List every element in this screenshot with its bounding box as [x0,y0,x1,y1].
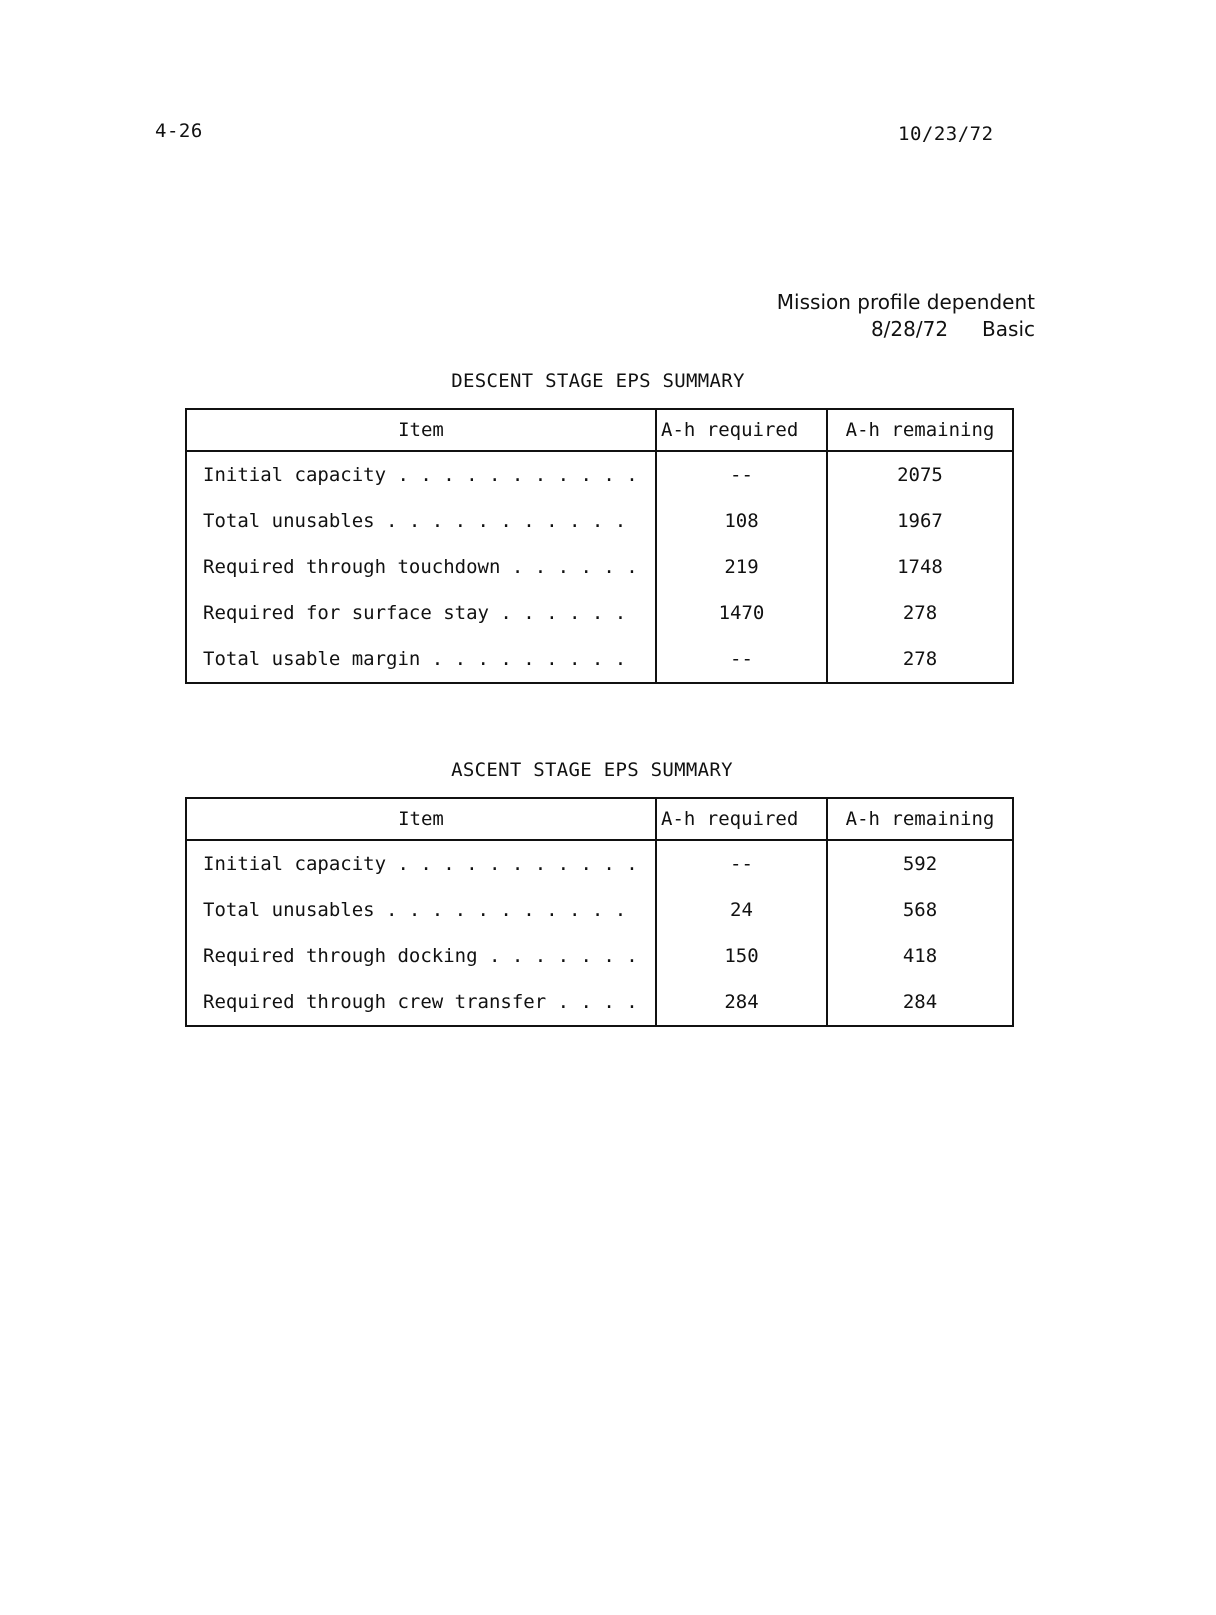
table-row [186,636,1013,683]
descent-eps-table [185,408,1014,684]
row-item: Total unusables . . . . . . . . . . . [186,498,656,544]
row-item: Required through crew transfer . . . . [186,979,656,1026]
row-required: -- [656,451,827,498]
revision-note-line1: Mission profile dependent [776,290,1035,314]
document-date: 10/23/72 [898,123,994,145]
row-remaining: 568 [827,887,1013,933]
column-header-required: A-h required [656,409,827,451]
column-header-item: Item [186,798,656,840]
row-item: Required for surface stay . . . . . . [186,590,656,636]
revision-date: 8/28/72 [870,317,949,341]
revision-label: Basic [982,317,1035,341]
descent-header-row [186,409,1013,451]
column-header-required: A-h required [656,798,827,840]
table-row [186,590,1013,636]
ascent-table-title: ASCENT STAGE EPS SUMMARY [451,759,733,781]
ascent-header-row [186,798,1013,840]
row-remaining: 284 [827,979,1013,1026]
row-remaining: 2075 [827,451,1013,498]
row-remaining: 278 [827,636,1013,683]
row-item: Required through touchdown . . . . . . [186,544,656,590]
row-required: 219 [656,544,827,590]
page-number: 4-26 [155,120,203,142]
revision-note [777,289,1035,343]
column-header-remaining: A-h remaining [827,409,1013,451]
table-row [186,887,1013,933]
table-row [186,840,1013,887]
descent-table-title: DESCENT STAGE EPS SUMMARY [451,370,745,392]
row-required: -- [656,840,827,887]
table-row [186,451,1013,498]
row-remaining: 418 [827,933,1013,979]
table-row [186,933,1013,979]
column-header-item: Item [186,409,656,451]
revision-note-line2 [777,316,1035,343]
row-item: Total usable margin . . . . . . . . . [186,636,656,683]
row-required: -- [656,636,827,683]
row-required: 150 [656,933,827,979]
row-remaining: 1967 [827,498,1013,544]
column-header-remaining: A-h remaining [827,798,1013,840]
row-required: 108 [656,498,827,544]
row-item: Initial capacity . . . . . . . . . . . [186,451,656,498]
table-row [186,544,1013,590]
row-item: Required through docking . . . . . . . [186,933,656,979]
row-required: 24 [656,887,827,933]
row-item: Initial capacity . . . . . . . . . . . [186,840,656,887]
row-required: 284 [656,979,827,1026]
row-item: Total unusables . . . . . . . . . . . [186,887,656,933]
row-remaining: 278 [827,590,1013,636]
table-row [186,498,1013,544]
row-remaining: 1748 [827,544,1013,590]
row-remaining: 592 [827,840,1013,887]
row-required: 1470 [656,590,827,636]
table-row [186,979,1013,1026]
ascent-eps-table [185,797,1014,1027]
